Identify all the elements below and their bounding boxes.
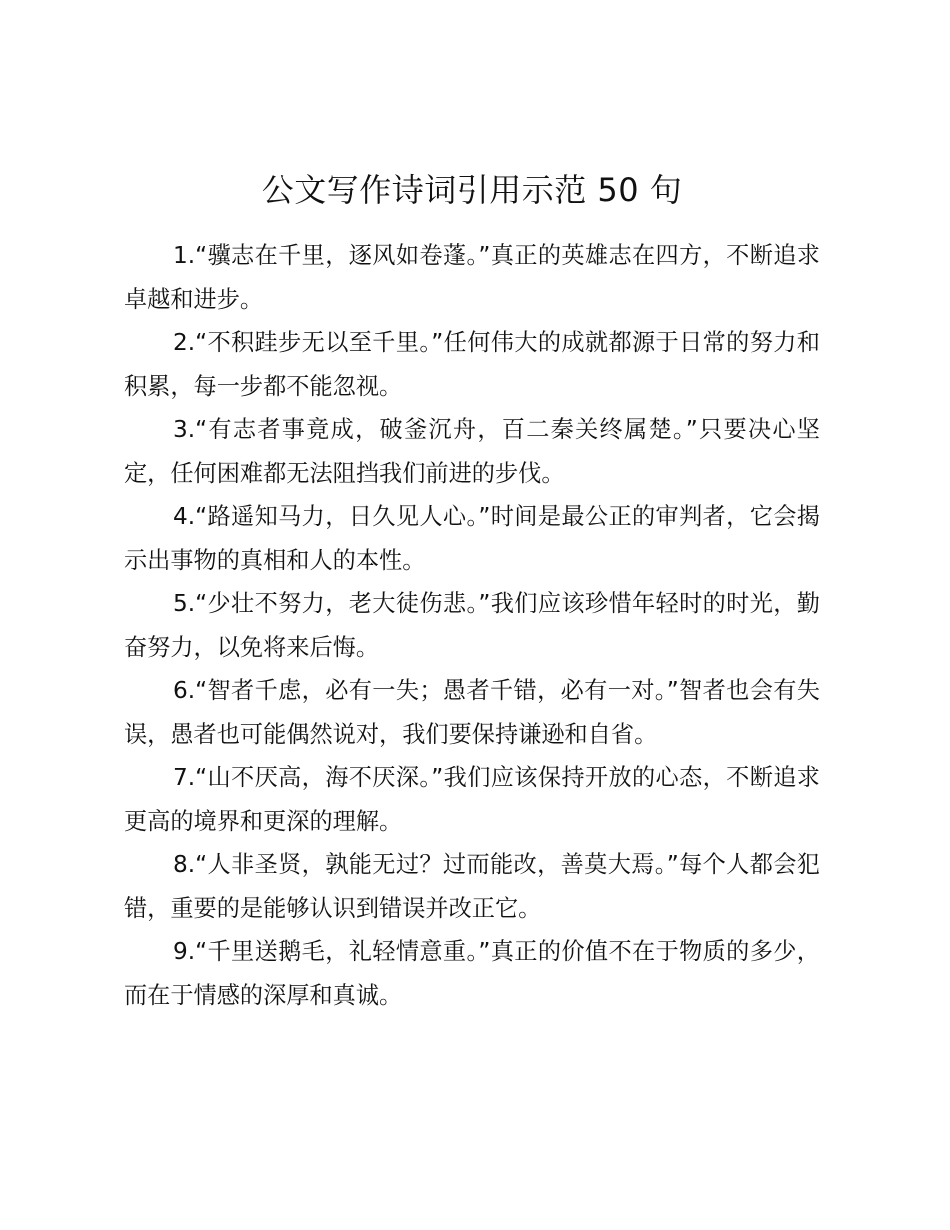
quote-item-2: 2.“不积跬步无以至千里。”任何伟大的成就都源于日常的努力和积累，每一步都不能忽视。 bbox=[124, 329, 820, 400]
quote-item-6: 6.“智者千虑，必有一失；愚者千错，必有一对。”智者也会有失误，愚者也可能偶然说对，我们要保持谦逊和自省。 bbox=[124, 677, 820, 748]
quote-item-4: 4.“路遥知马力，日久见人心。”时间是最公正的审判者，它会揭示出事物的真相和人的本性。 bbox=[124, 503, 820, 574]
quote-item-9: 9.“千里送鹅毛，礼轻情意重。”真正的价值不在于物质的多少，而在于情感的深厚和真诚。 bbox=[124, 938, 820, 1009]
quote-item-8: 8.“人非圣贤，孰能无过？过而能改，善莫大焉。”每个人都会犯错，重要的是能够认识到错误并改正它。 bbox=[124, 851, 820, 922]
page-title: 公文写作诗词引用示范 50 句 bbox=[261, 171, 683, 209]
quote-item-5: 5.“少壮不努力，老大徒伤悲。”我们应该珍惜年轻时的时光，勤奋努力，以免将来后悔。 bbox=[124, 590, 820, 661]
quote-item-1: 1.“骥志在千里，逐风如卷蓬。”真正的英雄志在四方，不断追求卓越和进步。 bbox=[124, 242, 820, 313]
quote-item-3: 3.“有志者事竟成，破釜沉舟，百二秦关终属楚。”只要决心坚定，任何困难都无法阻挡我们前进的步伐。 bbox=[124, 416, 820, 487]
quote-list bbox=[124, 234, 820, 1017]
quote-item-7: 7.“山不厌高，海不厌深。”我们应该保持开放的心态，不断追求更高的境界和更深的理解。 bbox=[124, 764, 820, 835]
